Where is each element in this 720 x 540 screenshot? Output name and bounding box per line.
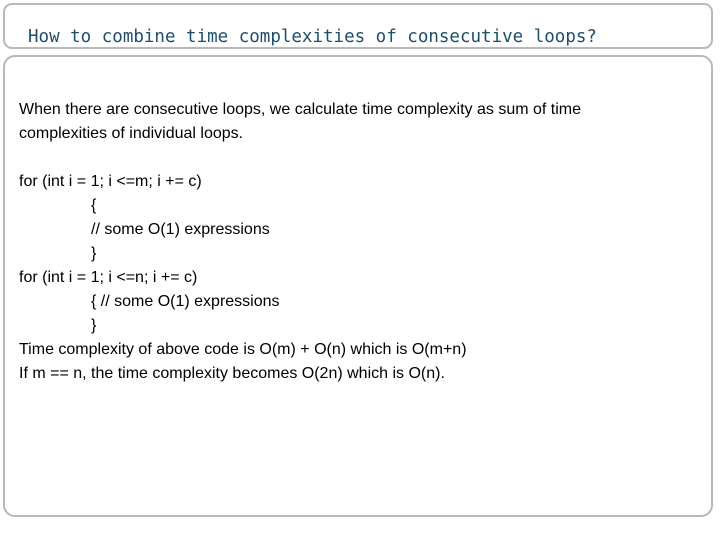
code-line-brace-comment: { // some O(1) expressions xyxy=(91,293,280,310)
intro-line: complexities of individual loops. xyxy=(19,125,244,142)
code-line-open-brace: { xyxy=(91,197,97,214)
code-line-comment: // some O(1) expressions xyxy=(91,221,270,238)
code-line-close-brace: } xyxy=(91,317,97,334)
paragraph-gap xyxy=(19,146,699,170)
code-block xyxy=(19,170,699,386)
slide-body xyxy=(19,98,699,386)
code-line-close-brace: } xyxy=(91,245,97,262)
complexity-statement: Time complexity of above code is O(m) + O(n) which is O(m+n) xyxy=(19,341,467,358)
slide-title: How to combine time complexities of consecutive loops? xyxy=(28,27,597,47)
intro-paragraph xyxy=(19,98,699,146)
code-line-loop-m: for (int i = 1; i <=m; i += c) xyxy=(19,173,202,190)
code-line-loop-n: for (int i = 1; i <=n; i += c) xyxy=(19,269,198,286)
complexity-conclusion: If m == n, the time complexity becomes O(2n) which is O(n). xyxy=(19,365,445,382)
intro-line: When there are consecutive loops, we calculate time complexity as sum of time xyxy=(19,101,582,118)
